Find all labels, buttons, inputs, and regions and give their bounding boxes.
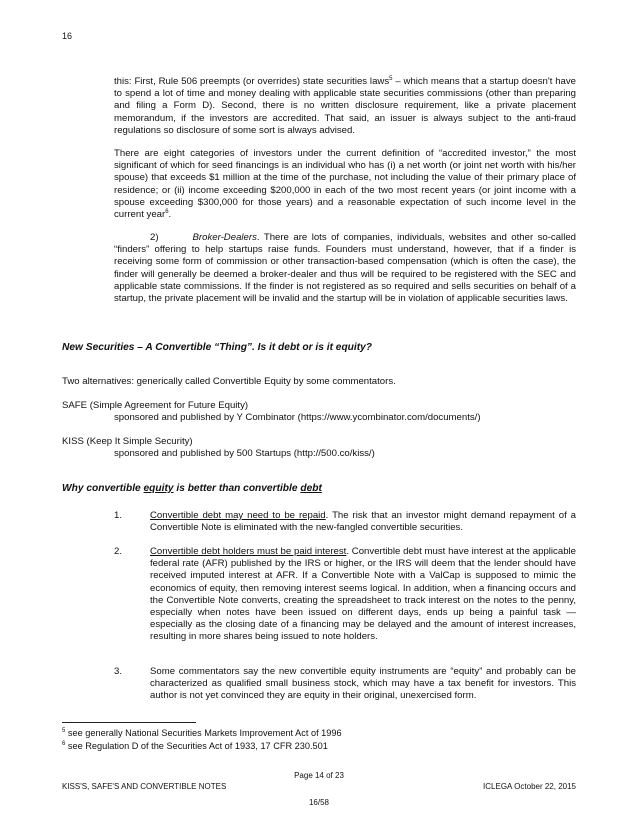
list-item-number: 1. <box>114 510 123 521</box>
list-item-text <box>150 666 576 703</box>
footer-left-title: KISS'S, SAFE'S AND CONVERTIBLE NOTES <box>62 782 227 791</box>
footnote-5 <box>62 727 342 739</box>
accredited-text-end: . <box>168 209 172 221</box>
continuation-paragraph <box>114 76 576 137</box>
list-item-lead: Convertible debt may need to be repaid <box>150 510 326 521</box>
why-heading-part: is better than convertible <box>173 483 301 494</box>
safe-sponsor: sponsored and published by Y Combinator (https://www.ycombinator.com/documents/) <box>114 412 481 423</box>
why-convertible-equity-heading <box>62 483 322 495</box>
why-heading-debt: debt <box>300 483 322 494</box>
two-alternatives-text: Two alternatives: generically called Convertible Equity by some commentators. <box>62 376 396 387</box>
broker-dealers-paragraph <box>114 232 576 305</box>
continuation-text-rest: – which means that a startup doesn't have to spend a lot of time and money dealing with applicable state securities commissions (other than preparing and filing a Form D). Second, there is no written disclosure requirement, like a private placement memorandum, if the investors are accredited. That said, an issuer is always subject to the anti-fraud regulations so disclosure of some sort is always advised. <box>114 76 577 136</box>
list-item-text <box>150 546 576 644</box>
why-heading-part: Why convertible <box>62 483 144 494</box>
accredited-text: There are eight categories of investors under the current definition of “accredited investor,” the most significant of which for seed financings is an individual who has (i) a net worth (or joint net worth with his/her spouse) that exceeds $1 million at the time of the purchase, not including the value of their primary place of residence; or (ii) income exceeding $200,000 in each of the two most recent years (or joint income with a spouse exceeding $300,000 for those years) and a reasonable expectation of such income level in the current year <box>114 148 576 221</box>
list-item-body: Some commentators say the new convertible equity instruments are “equity” and probably can be characterized as qualified small business stock, which may have a tax benefit for investors. This author is not yet convinced they are equity in their original, unexercised form. <box>150 666 576 702</box>
list-item-text <box>150 510 576 534</box>
kiss-title: KISS (Keep It Simple Security) <box>62 436 193 447</box>
list-item <box>114 666 576 716</box>
list-item <box>114 546 576 666</box>
why-heading-equity: equity <box>143 483 174 494</box>
top-page-number: 16 <box>62 31 73 41</box>
list-item-body: . Convertible debt must have interest at the applicable federal rate (AFR) published by the IRS or higher, or the IRS will deem that the lender should have received imputed interest at AFR. If a Convertible Note with a ValCap is supposed to mimic the economics of equity, then removing interest seems logical. In addition, when a financing occurs and the Convertible Note converts, creating the spreadsheet to track interest on the notes to the penny, especially when notes have been issued on different days, ends up being a painful task — especially as the closing date of a financing may be delayed and the amount of interest increases, resulting in more shares being issued to note holders. <box>150 546 576 643</box>
continuation-text: this: First, Rule 506 preempts (or overrides) state securities laws <box>114 76 390 87</box>
kiss-sponsor: sponsored and published by 500 Startups (http://500.co/kiss/) <box>114 448 375 459</box>
footnote-6 <box>62 740 328 752</box>
footnote-text: see generally National Securities Markets Improvement Act of 1996 <box>65 728 342 738</box>
list-item-number: 2. <box>114 546 123 557</box>
safe-title: SAFE (Simple Agreement for Future Equity) <box>62 400 249 411</box>
footnote-divider <box>62 722 196 723</box>
broker-title: Broker-Dealers <box>192 232 257 243</box>
broker-text: . There are lots of companies, individuals, websites and other so-called “finders” offering to help startups raise funds. Founders must understand, however, that if a finder is receiving some form of commission or other transaction-based compensation (which is often the case), the finder will generally be deemed a broker-dealer and thus will be required to be registered with the SEC and applicable state commissions. If the finder is not registered as so required and sells securities on behalf of a startup, the private placement will be invalid and the startup will be in violation of applicable securities laws. <box>114 232 576 305</box>
footer-slide-number: 16/58 <box>308 798 330 807</box>
footnote-number: 5 <box>62 728 66 734</box>
footnote-ref-5[interactable]: 5 <box>389 76 393 82</box>
new-securities-heading: New Securities – A Convertible “Thing”. Is it debt or is it equity? <box>62 342 373 353</box>
footnote-text: see Regulation D of the Securities Act of 1933, 17 CFR 230.501 <box>65 741 328 751</box>
footnote-ref-6[interactable]: 6 <box>165 209 169 216</box>
list-item-number: 3. <box>114 666 123 677</box>
footer-page-of: Page 14 of 23 <box>294 771 344 780</box>
list-item-body: . The risk that an investor might demand repayment of a Convertible Note is eliminated with the new-fangled convertible securities. <box>150 510 577 534</box>
footer-right-date: ICLEGA October 22, 2015 <box>483 782 576 791</box>
footnote-number: 6 <box>62 741 66 747</box>
list-item <box>114 510 576 536</box>
broker-number: 2) <box>150 232 159 243</box>
list-item-lead: Convertible debt holders must be paid interest <box>150 546 347 557</box>
accredited-investor-paragraph <box>114 148 576 221</box>
